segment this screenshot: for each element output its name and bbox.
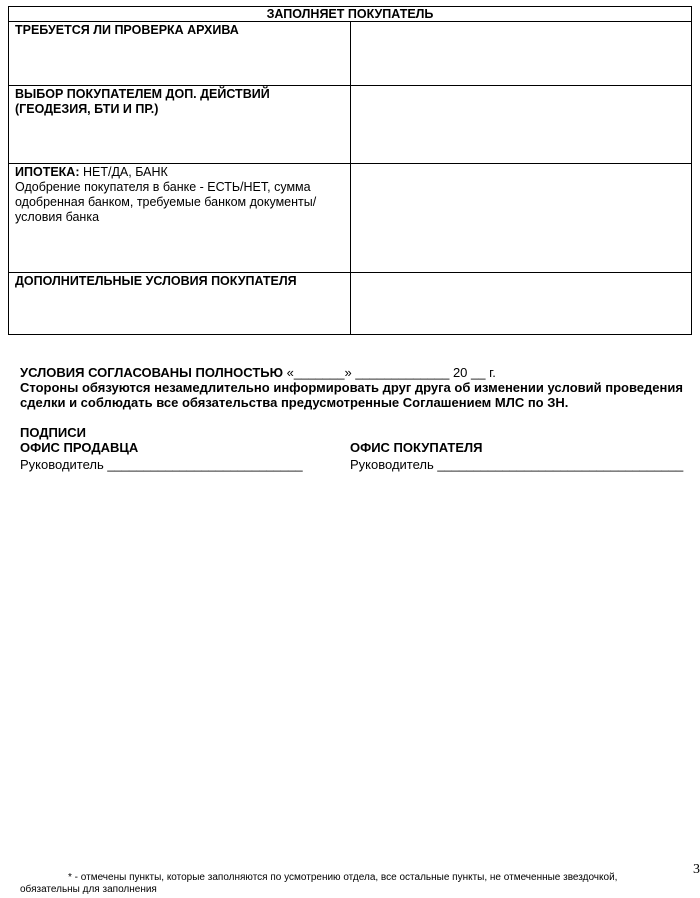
agreement-title: УСЛОВИЯ СОГЛАСОВАНЫ ПОЛНОСТЬЮ [20, 365, 284, 380]
mortgage-label-options: НЕТ/ДА, БАНК [82, 165, 168, 179]
table-row [9, 273, 692, 335]
footnote [20, 872, 680, 896]
table-row [9, 164, 692, 273]
archive-check-label: ТРЕБУЕТСЯ ЛИ ПРОВЕРКА АРХИВА [9, 22, 351, 86]
table-header: ЗАПОЛНЯЕТ ПОКУПАТЕЛЬ [9, 7, 692, 22]
buyer-office-block [350, 440, 683, 472]
mortgage-label-title: ИПОТЕКА: [15, 165, 80, 179]
mortgage-label [9, 164, 351, 273]
signatures-heading: ПОДПИСИ [20, 425, 86, 440]
table-row [9, 86, 692, 164]
page-number: 3 [693, 862, 700, 877]
archive-check-field[interactable] [350, 22, 692, 86]
table-row [9, 22, 692, 86]
footnote-line-1: * - отмечены пункты, которые заполняются по усмотрению отдела, все остальные пункты, не отмеченные звездочкой, [68, 872, 618, 883]
agreement-line [20, 365, 496, 380]
agreement-date-field[interactable]: «_______» _____________ 20 __ г. [286, 365, 496, 380]
seller-office-title: ОФИС ПРОДАВЦА [20, 440, 139, 455]
buyer-office-title: ОФИС ПОКУПАТЕЛЯ [350, 440, 483, 455]
obligation-line-2: сделки и соблюдать все обязательства предусмотренные Соглашением МЛС по ЗН. [20, 395, 569, 410]
mortgage-label-detail: Одобрение покупателя в банке - ЕСТЬ/НЕТ, сумма одобренная банком, требуемые банком документы/условия банка [15, 180, 317, 224]
buyer-signature-line[interactable]: Руководитель __________________________________ [350, 457, 684, 472]
extra-conditions-label: ДОПОЛНИТЕЛЬНЫЕ УСЛОВИЯ ПОКУПАТЕЛЯ [9, 273, 351, 335]
seller-office-block [20, 440, 303, 472]
extra-actions-label: ВЫБОР ПОКУПАТЕЛЕМ ДОП. ДЕЙСТВИЙ (ГЕОДЕЗИЯ, БТИ И ПР.) [9, 86, 351, 164]
extra-conditions-field[interactable] [350, 273, 692, 335]
seller-signature-line[interactable]: Руководитель ___________________________ [20, 457, 303, 472]
obligation-line-1: Стороны обязуются незамедлительно информировать друг друга об изменении условий проведения [20, 380, 683, 395]
mortgage-field[interactable] [350, 164, 692, 273]
extra-actions-field[interactable] [350, 86, 692, 164]
buyer-form-table [8, 6, 692, 335]
obligation-text [20, 380, 683, 410]
footnote-line-2: обязательны для заполнения [20, 884, 157, 895]
